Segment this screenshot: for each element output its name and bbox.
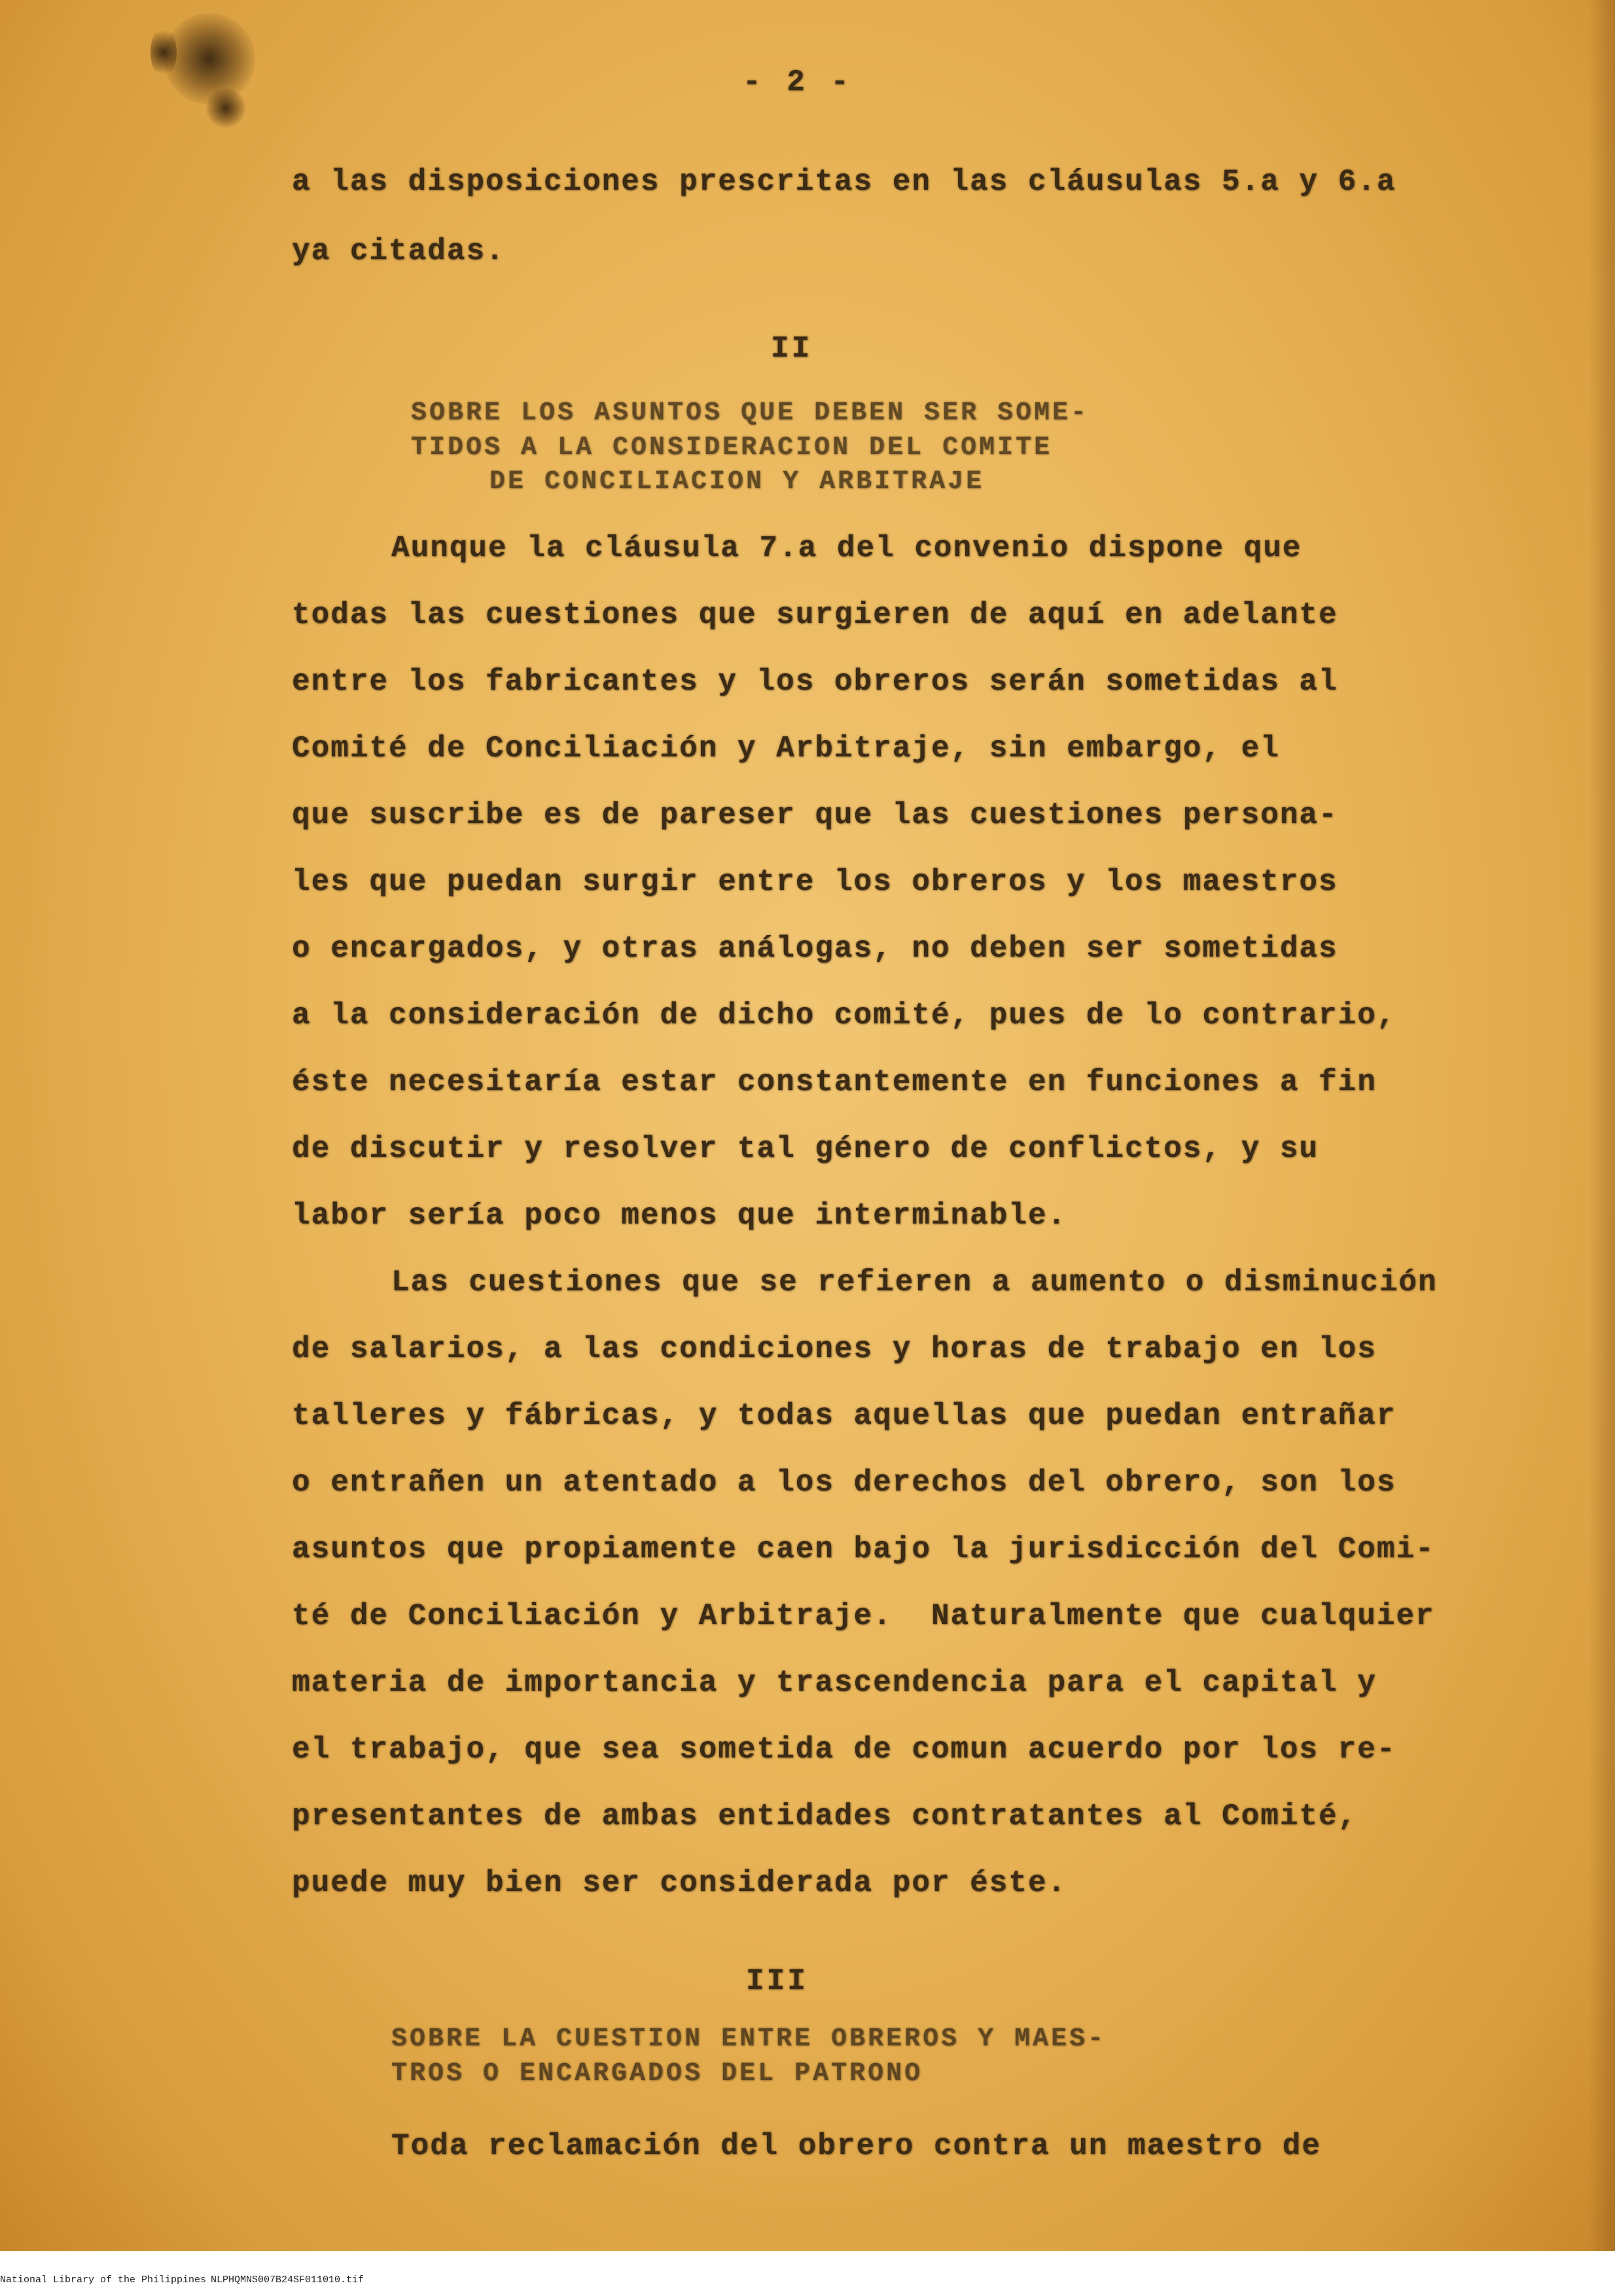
body-line: todas las cuestiones que surgieren de aquí en adelante (292, 598, 1338, 632)
body-line: puede muy bien ser considerada por éste. (292, 1866, 1067, 1900)
body-line: de discutir y resolver tal género de conflictos, y su (292, 1132, 1319, 1166)
body-line: ya citadas. (292, 234, 505, 268)
body-line: Las cuestiones que se refieren a aumento o disminución (391, 1265, 1438, 1299)
body-line: Comité de Conciliación y Arbitraje, sin embargo, el (292, 732, 1280, 766)
body-line: presentantes de ambas entidades contratantes al Comité, (292, 1799, 1358, 1833)
body-line: Toda reclamación del obrero contra un maestro de (391, 2129, 1322, 2163)
section-heading: DE CONCILIACION Y ARBITRAJE (489, 467, 985, 497)
body-line: talleres y fábricas, y todas aquellas que puedan entrañar (292, 1399, 1396, 1433)
section-numeral: III (746, 1964, 808, 1998)
page-number: - 2 - (743, 65, 853, 99)
body-line: a las disposiciones prescritas en las cláusulas 5.a y 6.a (292, 165, 1396, 199)
body-line: asuntos que propiamente caen bajo la jurisdicción del Comi- (292, 1532, 1435, 1566)
body-line: materia de importancia y trascendencia para el capital y (292, 1666, 1377, 1700)
body-line: o entrañen un atentado a los derechos del obrero, son los (292, 1466, 1396, 1500)
body-line: a la consideración de dicho comité, pues de lo contrario, (292, 998, 1396, 1033)
section-heading: TROS O ENCARGADOS DEL PATRONO (391, 2059, 923, 2089)
body-line: labor sería poco menos que interminable. (292, 1199, 1067, 1233)
body-line: o encargados, y otras análogas, no deben ser sometidas (292, 932, 1338, 966)
body-line: les que puedan surgir entre los obreros y los maestros (292, 865, 1338, 899)
body-line: el trabajo, que sea sometida de comun acuerdo por los re- (292, 1733, 1396, 1767)
body-line: éste necesitaría estar constantemente en funciones a fin (292, 1065, 1377, 1099)
body-line: Aunque la cláusula 7.a del convenio dispone que (391, 531, 1302, 565)
footer-source: National Library of the Philippines (0, 2274, 207, 2286)
section-heading: SOBRE LA CUESTION ENTRE OBREROS Y MAES- (391, 2024, 1107, 2054)
footer-filename: NLPHQMNS007B24SF011010.tif (211, 2274, 364, 2286)
section-numeral: II (771, 332, 813, 366)
scan-footer (0, 2251, 1615, 2296)
section-heading: TIDOS A LA CONSIDERACION DEL COMITE (411, 433, 1053, 463)
body-line: de salarios, a las condiciones y horas de trabajo en los (292, 1332, 1377, 1366)
section-heading: SOBRE LOS ASUNTOS QUE DEBEN SER SOME- (411, 398, 1090, 428)
body-line: entre los fabricantes y los obreros serán sometidas al (292, 665, 1338, 699)
body-line: que suscribe es de pareser que las cuestiones persona- (292, 798, 1338, 832)
body-line: té de Conciliación y Arbitraje. Naturalmente que cualquier (292, 1599, 1435, 1633)
